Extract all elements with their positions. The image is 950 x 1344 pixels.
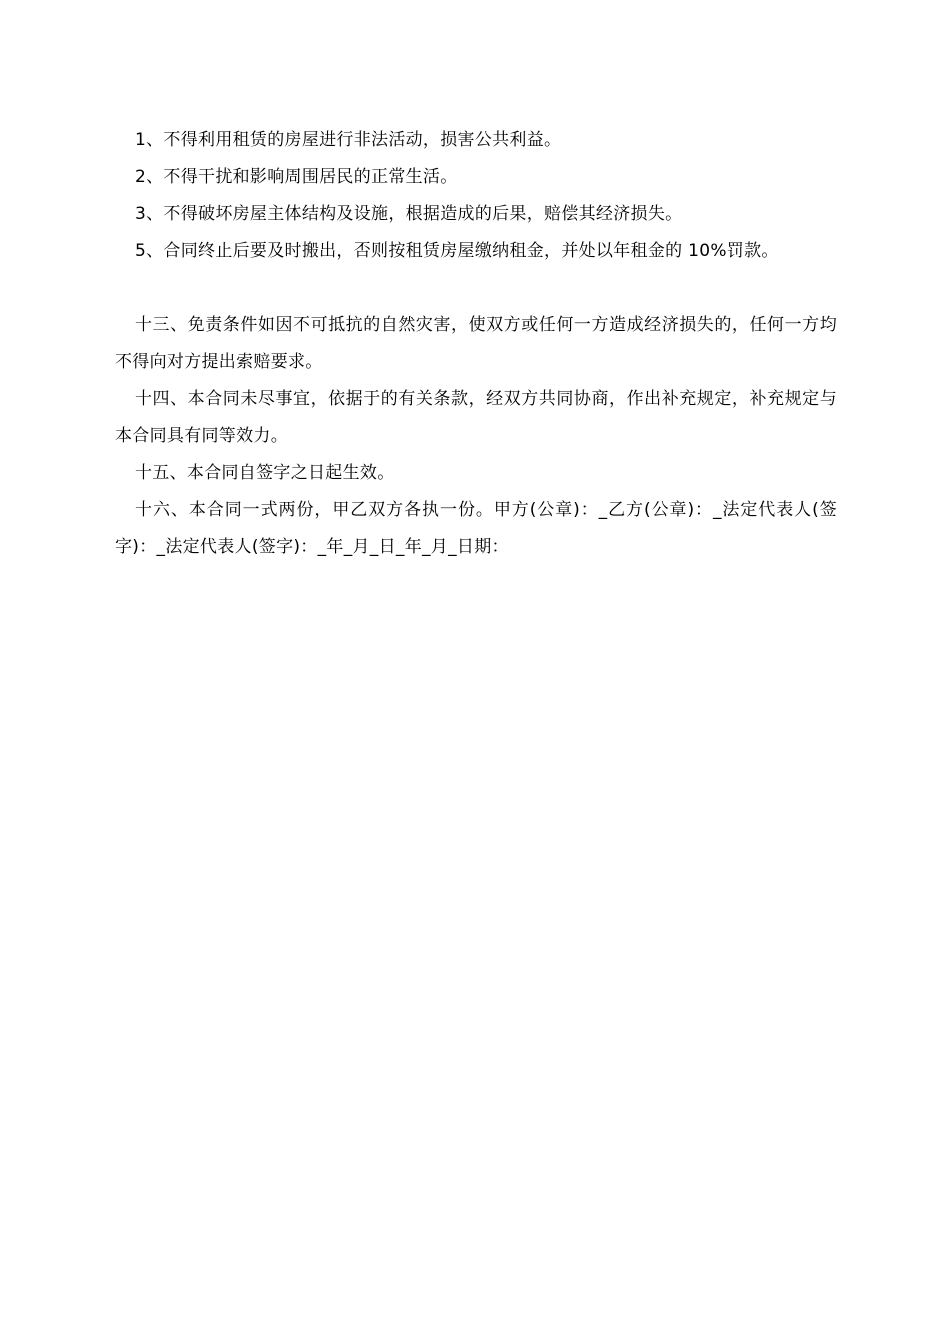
section-spacer (115, 270, 837, 307)
obligation-item-3: 3、不得破坏房屋主体结构及设施，根据造成的后果，赔偿其经济损失。 (135, 204, 683, 224)
clause-13-liability-exemption: 十三、免责条件如因不可抵抗的自然灾害，使双方或任何一方造成经济损失的，任何一方均不得向对方提出索赔要求。 (115, 315, 837, 372)
obligation-item-1: 1、不得利用租赁的房屋进行非法活动，损害公共利益。 (135, 130, 562, 150)
document-body (115, 122, 837, 566)
obligation-item-5: 5、合同终止后要及时搬出，否则按租赁房屋缴纳租金，并处以年租金的 10%罚款。 (135, 241, 779, 261)
clause-15-effective-date: 十五、本合同自签字之日起生效。 (135, 463, 395, 483)
clause-16-copies-signatures: 十六、本合同一式两份，甲乙双方各执一份。甲方(公章)：_乙方(公章)：_法定代表人(签字)：_法定代表人(签字)：_年_月_日_年_月_日期： (115, 500, 837, 557)
obligation-item-2: 2、不得干扰和影响周围居民的正常生活。 (135, 167, 458, 187)
clause-14-supplementary: 十四、本合同未尽事宜，依据于的有关条款，经双方共同协商，作出补充规定，补充规定与本合同具有同等效力。 (115, 389, 837, 446)
